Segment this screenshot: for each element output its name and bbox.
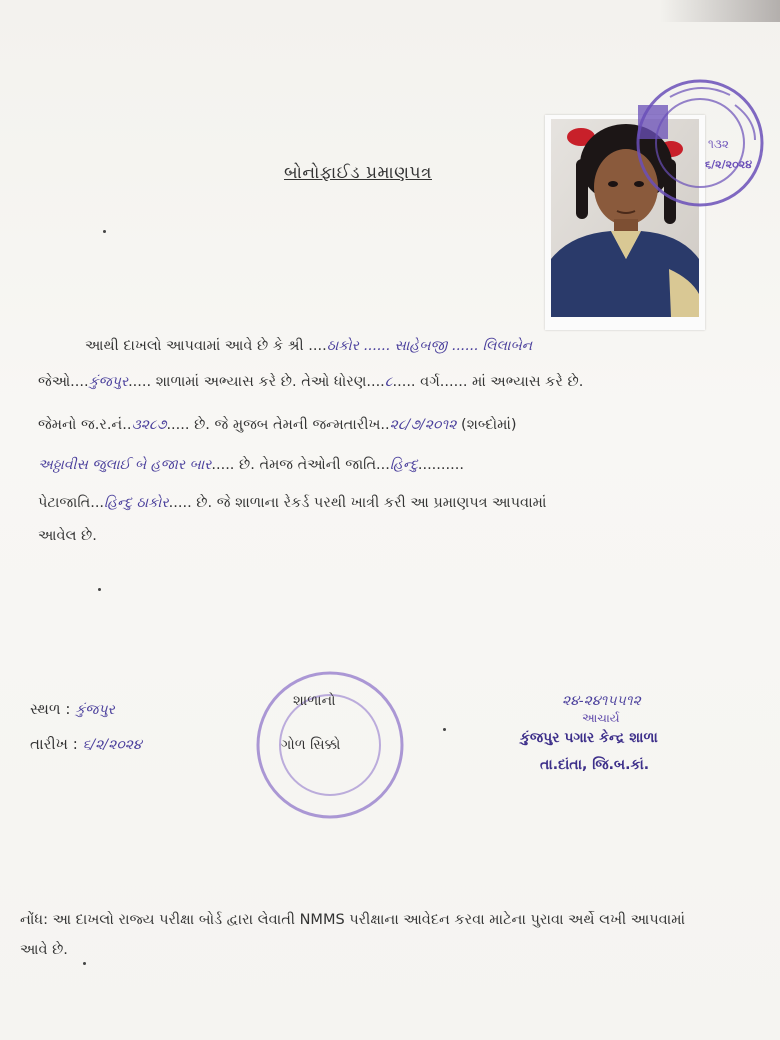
body-line-5 bbox=[38, 495, 546, 511]
line5-prefix: પેટાજાતિ... bbox=[38, 495, 105, 511]
line3-mid: ..... છે. જે મુજબ તેમની જન્મતારીખ.. bbox=[166, 417, 390, 433]
signature-handwriting: ૨૪-૨૪૧૫૫૧૨ bbox=[562, 693, 641, 709]
dot-mark bbox=[83, 962, 86, 965]
date-value: ૬/૨/૨૦૨૪ bbox=[82, 737, 142, 753]
page-corner-shadow bbox=[660, 0, 780, 22]
dob-in-words: અઠ્ઠાવીસ જુલાઈ બે હજાર બાર bbox=[38, 457, 212, 473]
footer-note: નોંધ: આ દાખલો રાજ્ય પરીક્ષા બોર્ડ દ્વારા લેવાતી NMMS પરીક્ષાના આવેદન કરવા માટેના પુરાવા અર્થે લખી આપવામાં આવે છે. bbox=[20, 912, 686, 958]
principal-title: આચાર્ય bbox=[582, 711, 620, 725]
line3-suffix: (શબ્દોમાં) bbox=[456, 417, 517, 433]
date-of-birth: ૨૮/૭/૨૦૧૨ bbox=[389, 417, 457, 433]
body-line-3 bbox=[38, 417, 517, 433]
standard-handwritten: ૮ bbox=[384, 374, 393, 390]
line5-suffix: ..... છે. જે શાળાના રેકર્ડ પરથી ખાત્રી કરી આ પ્રમાણપત્ર આપવામાં bbox=[168, 495, 547, 511]
body-line-4 bbox=[38, 457, 464, 473]
line2-mid: ..... શાળામાં અભ્યાસ કરે છે. તેઓ ધોરણ.... bbox=[128, 374, 385, 390]
line2-suffix: ..... વર્ગ...... માં અભ્યાસ કરે છે. bbox=[392, 374, 584, 390]
round-stamp-icon bbox=[630, 75, 770, 215]
body-line-1 bbox=[85, 338, 532, 354]
subcaste-handwritten: હિન્દુ ઠાકોર bbox=[104, 495, 169, 511]
stamp-code: ૬/૨/૨૦૨૪ bbox=[705, 158, 753, 171]
place-value: કુંજપુર bbox=[75, 702, 115, 718]
stamp-number: ૧૩૨ bbox=[708, 137, 729, 151]
registration-number: ૩૨૮૭ bbox=[131, 417, 167, 433]
line2-prefix: જેઓ.... bbox=[38, 374, 89, 390]
seal-text-2: ગોળ સિક્કો bbox=[281, 737, 341, 753]
dot-mark bbox=[98, 588, 101, 591]
school-round-seal bbox=[253, 665, 408, 825]
certificate-title: બોનોફાઈડ પ્રમાણપત્ર bbox=[284, 163, 432, 183]
line1-prefix: આથી દાખલો આપવામાં આવે છે કે શ્રી .... bbox=[85, 338, 327, 354]
school-stamp-name: કુંજપુર પગાર કેન્દ્ર શાળા bbox=[520, 730, 658, 746]
caste-handwritten: હિન્દુ bbox=[389, 457, 418, 473]
line3-prefix: જેમનો જ.ર.નં.. bbox=[38, 417, 132, 433]
school-stamp-address: તા.દાંતા, જિ.બ.કાં. bbox=[540, 757, 650, 773]
line4-mid: ..... છે. તેમજ તેઓની જાતિ... bbox=[211, 457, 390, 473]
place-row bbox=[30, 700, 115, 718]
school-name-handwritten: કુંજપુર bbox=[88, 374, 129, 390]
seal-text-1: શાળાનો bbox=[293, 693, 336, 709]
line4-suffix: .......... bbox=[417, 457, 464, 473]
school-stamp-top bbox=[630, 75, 770, 215]
body-line-2 bbox=[38, 374, 583, 390]
date-row bbox=[30, 735, 142, 753]
dot-mark bbox=[103, 230, 106, 233]
body-line-6: આવેલ છે. bbox=[38, 528, 97, 544]
place-label: સ્થળ : bbox=[30, 700, 71, 718]
date-label: તારીખ : bbox=[30, 735, 78, 753]
dot-mark bbox=[443, 728, 446, 731]
student-name: ઠાકોર ...... સાહેબજી ...... લિલાબેન bbox=[326, 338, 533, 354]
